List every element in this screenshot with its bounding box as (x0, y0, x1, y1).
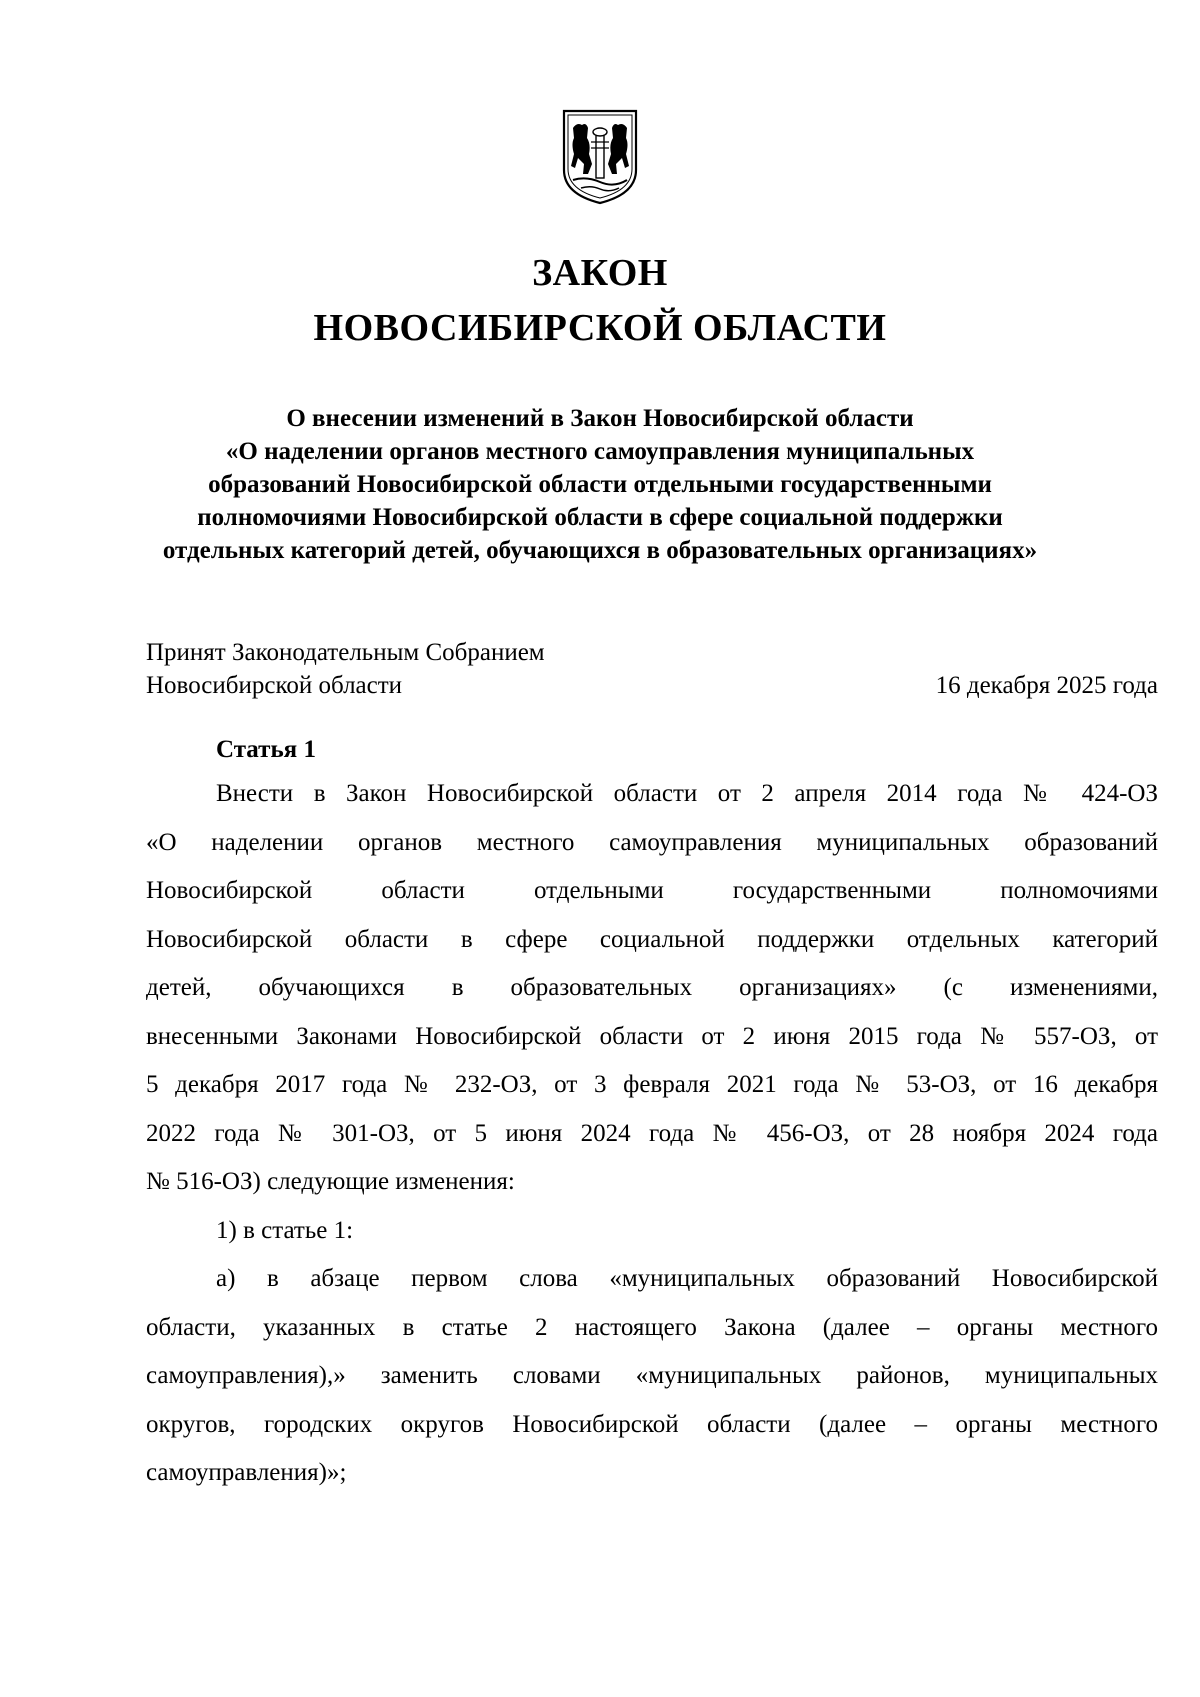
paragraph-line: № 516-ОЗ) следующие изменения: (146, 1168, 515, 1195)
adoption-line-1: Принят Законодательным Собранием (146, 639, 545, 666)
paragraph-line: 5 декабря 2017 года № 232-ОЗ, от 3 февраля 2021 года № 53-ОЗ, от 16 декабря (146, 1071, 1158, 1098)
adoption-line-2: Новосибирской области (146, 672, 403, 699)
item-1a-line: а) в абзаце первом слова «муниципальных образований Новосибирской (216, 1265, 1158, 1292)
paragraph-line: детей, обучающихся в образовательных организациях» (с изменениями, (146, 974, 1158, 1001)
paragraph-line: Новосибирской области в сфере социальной поддержки отдельных категорий (146, 925, 1158, 953)
coat-of-arms (561, 108, 639, 206)
paragraph-line: «О наделении органов местного самоуправления муниципальных образований (146, 828, 1158, 856)
paragraph-line: Новосибирской области отдельными государственными полномочиями (146, 877, 1158, 904)
article-title: Статья 1 (216, 736, 316, 763)
subject-line: О внесении изменений в Закон Новосибирской области (286, 405, 914, 432)
paragraph-line: Внести в Закон Новосибирской области от 2 апреля 2014 года № 424-ОЗ (216, 780, 1158, 807)
item-1a-line: округов, городских округов Новосибирской области (далее – органы местного (146, 1410, 1158, 1438)
subject-line: «О наделении органов местного самоуправления муниципальных (225, 438, 975, 465)
adoption-block (146, 636, 1158, 702)
law-title-line-1: ЗАКОН (532, 252, 668, 294)
paragraph-line: 2022 года № 301-ОЗ, от 5 июня 2024 года № 456-ОЗ, от 28 ноября 2024 года (146, 1119, 1158, 1147)
subject-line: отдельных категорий детей, обучающихся в образовательных организациях» (162, 537, 1038, 564)
item-1a-line: области, указанных в статье 2 настоящего Закона (далее – органы местного (146, 1313, 1158, 1341)
document-subject (0, 402, 1200, 567)
novosibirsk-coat-of-arms-icon (561, 108, 639, 206)
law-title-line-2: НОВОСИБИРСКОЙ ОБЛАСТИ (313, 307, 887, 349)
paragraph-line: внесенными Законами Новосибирской области от 2 июня 2015 года № 557-ОЗ, от (146, 1022, 1158, 1050)
article-body (146, 770, 1158, 1498)
adoption-date: 16 декабря 2025 года (935, 672, 1158, 699)
subject-line: полномочиями Новосибирской области в сфере социальной поддержки (197, 504, 1003, 531)
law-title (0, 246, 1200, 356)
item-1a-line: самоуправления),» заменить словами «муниципальных районов, муниципальных (146, 1362, 1158, 1389)
subject-line: образований Новосибирской области отдельными государственными (208, 471, 992, 498)
item-1: 1) в статье 1: (216, 1216, 354, 1244)
item-1a-line: самоуправления)»; (146, 1459, 347, 1486)
